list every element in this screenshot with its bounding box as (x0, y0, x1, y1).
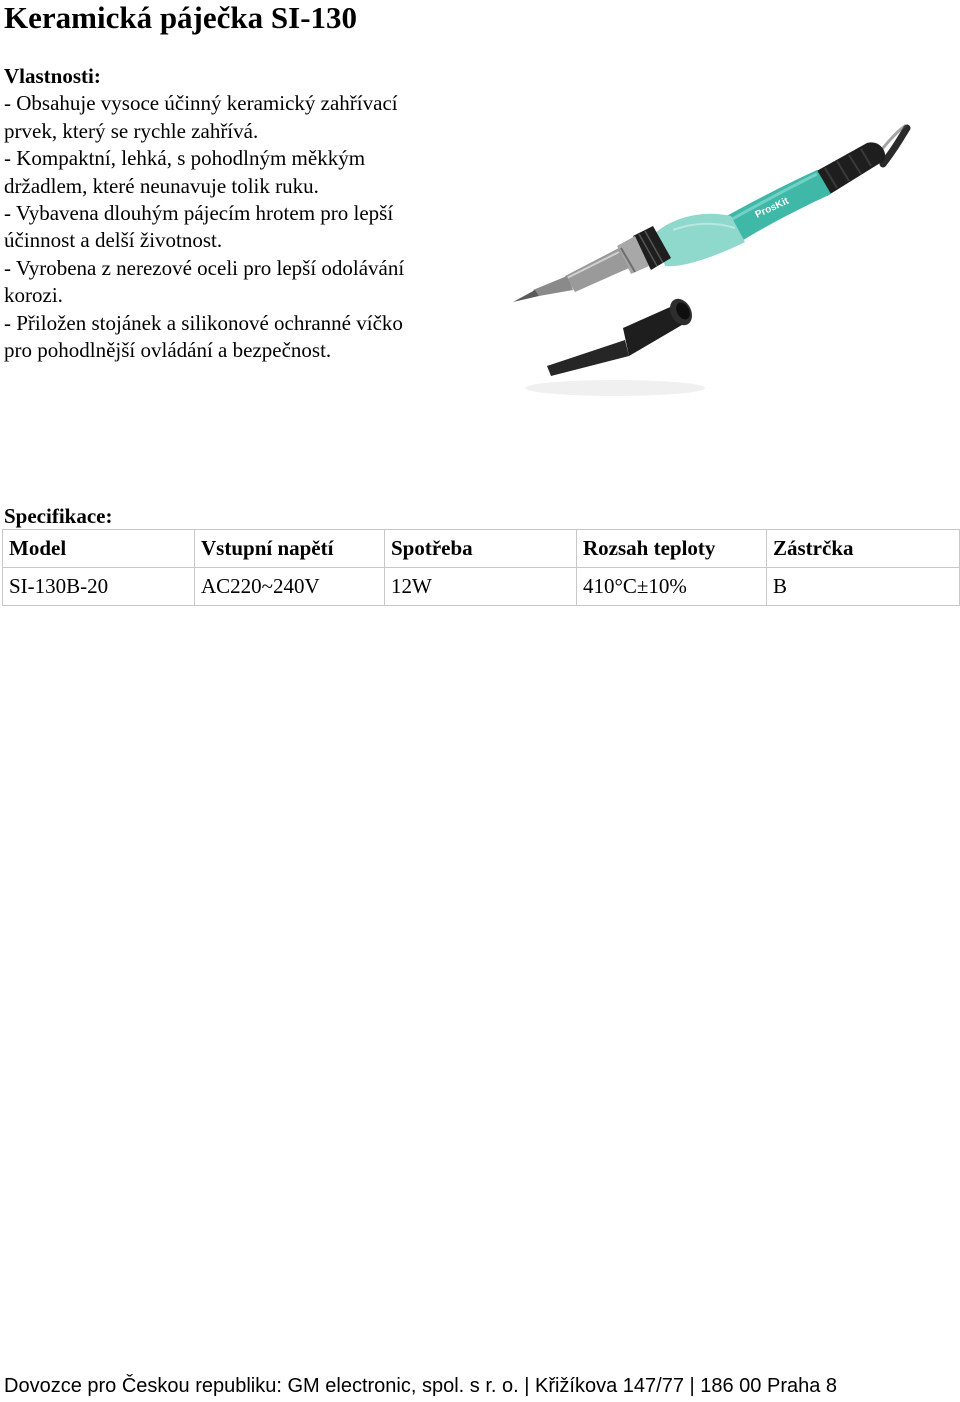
feature-line: korozi. (4, 283, 63, 308)
cell-consumption: 12W (385, 568, 577, 606)
feature-line: - Přiložen stojánek a silikonové ochranné víčko (4, 310, 403, 335)
page-title: Keramická páječka SI-130 (4, 0, 358, 35)
cap-shadow (525, 380, 705, 396)
specs-heading: Specifikace: (4, 504, 113, 528)
cell-plug: B (767, 568, 960, 606)
column-header-temperature-range: Rozsah teploty (577, 530, 767, 568)
feature-line: prvek, který se rychle zahřívá. (4, 118, 259, 143)
feature-line: - Vybavena dlouhým pájecím hrotem pro lepší (4, 201, 394, 226)
iron-tip-point (513, 290, 539, 302)
cell-temperature-range: 410°C±10% (577, 568, 767, 606)
cell-input-voltage: AC220~240V (195, 568, 385, 606)
column-header-model: Model (3, 530, 195, 568)
features-heading: Vlastnosti: (4, 64, 101, 88)
column-header-input-voltage: Vstupní napětí (195, 530, 385, 568)
footer-importer: Dovozce pro Českou republiku: GM electronic, spol. s r. o. | Křižíkova 147/77 | 186 00 Praha 8 (4, 1375, 838, 1397)
feature-line: držadlem, které neunavuje tolik ruku. (4, 173, 319, 198)
features-section (4, 63, 474, 364)
column-header-consumption: Spotřeba (385, 530, 577, 568)
feature-line: - Kompaktní, lehká, s pohodlným měkkým (4, 146, 366, 171)
feature-line: pro pohodlnější ovládání a bezpečnost. (4, 338, 332, 363)
feature-line: účinnost a delší životnost. (4, 228, 223, 253)
column-header-plug: Zástrčka (767, 530, 960, 568)
feature-line: - Vyrobena z nerezové oceli pro lepší odolávání (4, 255, 405, 280)
iron-tip (533, 276, 573, 296)
protective-cap (547, 340, 629, 376)
brand-label: ProsKit (753, 195, 791, 221)
table-row (3, 568, 960, 606)
soldering-iron-image (505, 118, 917, 403)
feature-line: - Obsahuje vysoce účinný keramický zahřívací (4, 91, 398, 116)
cell-model: SI-130B-20 (3, 568, 195, 606)
specs-table (2, 529, 960, 606)
table-header-row (3, 530, 960, 568)
iron-barrel (565, 248, 629, 292)
